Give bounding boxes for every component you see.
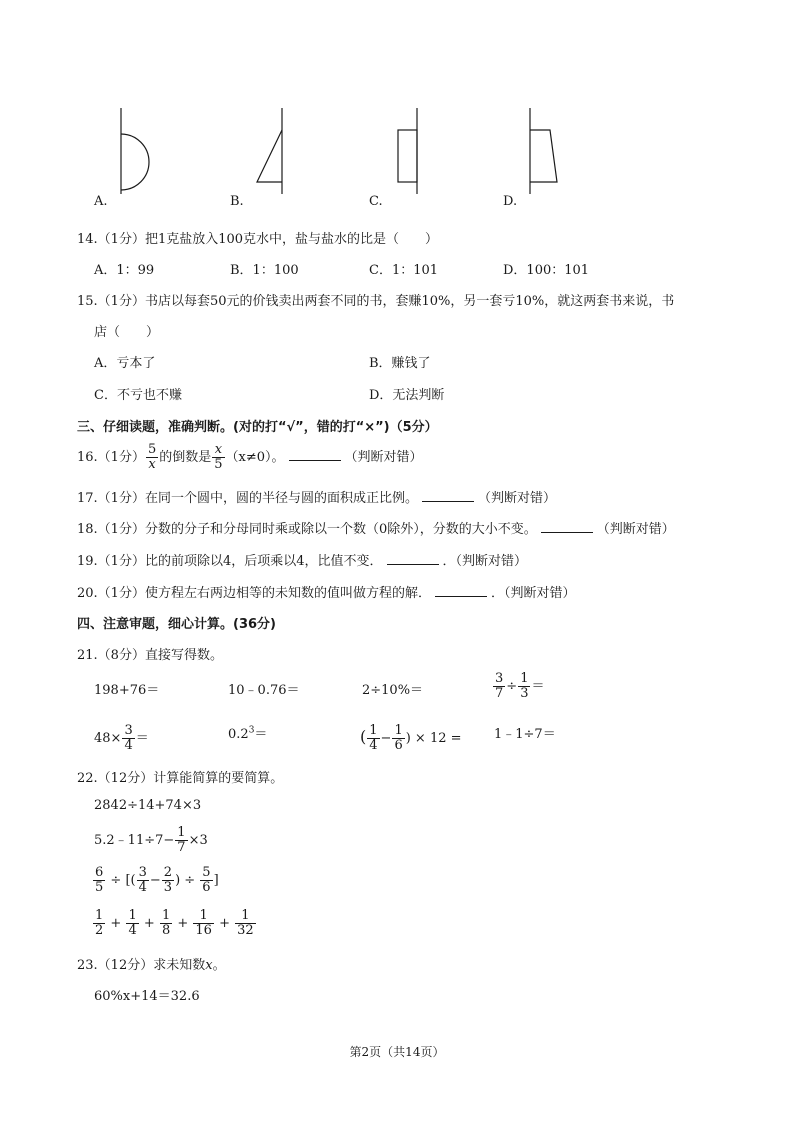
q16-condition: （x≠0）。 bbox=[225, 450, 285, 465]
frac-numerator: 1 bbox=[128, 908, 137, 923]
frac-numerator: 1 bbox=[161, 908, 171, 923]
q22-expr2-suffix: ×3 bbox=[188, 833, 208, 848]
q15-option-b: B．赚钱了 bbox=[369, 356, 431, 371]
q23-variable: x bbox=[205, 958, 213, 973]
q13-option-d: D. bbox=[503, 194, 518, 209]
frac-denominator: 2 bbox=[95, 923, 104, 938]
q15-stem-line2: 店（ ） bbox=[94, 325, 160, 340]
divide-sign: ÷ bbox=[506, 679, 518, 694]
q13-option-b: B. bbox=[230, 194, 244, 209]
q20-text: 20.（1分）使方程左右两边相等的未知数的值叫做方程的解． bbox=[77, 586, 431, 601]
q19-suffix: ．（判断对错） bbox=[442, 554, 528, 569]
plus-sign: + bbox=[143, 916, 155, 931]
q15-option-c: C．不亏也不赚 bbox=[94, 388, 182, 403]
q16-answer-blank[interactable] bbox=[289, 449, 341, 461]
q16-fraction-1 bbox=[146, 443, 158, 472]
frac-numerator: 1 bbox=[95, 908, 104, 923]
q18-answer-blank[interactable] bbox=[541, 521, 593, 533]
q17 bbox=[77, 487, 556, 506]
frac-numerator: 6 bbox=[95, 865, 104, 880]
q21-item-2: 10﹣0.76＝ bbox=[228, 683, 300, 698]
q18 bbox=[77, 518, 675, 537]
q16-middle: 的倒数是 bbox=[159, 450, 212, 465]
power-exponent: 3 bbox=[248, 725, 255, 736]
q22-expr3-part-a: ÷ [( bbox=[106, 873, 136, 888]
q18-suffix: （判断对错） bbox=[596, 522, 675, 537]
q22-expr-1: 2842÷14+74×3 bbox=[94, 798, 202, 813]
q21-item5-frac bbox=[122, 724, 134, 753]
q22-expr4-term-2 bbox=[126, 909, 138, 938]
minus-sign: − bbox=[380, 731, 392, 746]
frac-denominator: 5 bbox=[95, 880, 104, 895]
q21-item7-tail: ) × 12 = bbox=[405, 731, 462, 746]
frac-numerator: 1 bbox=[394, 723, 403, 738]
q23-stem bbox=[77, 954, 226, 973]
minus-sign: − bbox=[149, 873, 161, 888]
q22-expr4-term-4 bbox=[193, 909, 214, 938]
section3-title: 三、仔细读题，准确判断。(对的打“√”，错的打“×”)（5分） bbox=[77, 420, 438, 435]
paren-open: ( bbox=[360, 727, 367, 746]
frac-denominator: 6 bbox=[202, 880, 211, 895]
q23-equation-1: 60%x+14＝32.6 bbox=[94, 989, 200, 1004]
frac-denominator: 4 bbox=[138, 880, 147, 895]
q21-item-4 bbox=[492, 672, 544, 701]
q23-stem-end: 。 bbox=[212, 958, 226, 973]
q13-option-c: C. bbox=[369, 194, 383, 209]
frac-denominator: 16 bbox=[195, 923, 212, 938]
q22-expr3-frac4 bbox=[200, 866, 212, 895]
q14-option-b: B．1：100 bbox=[230, 263, 299, 278]
q17-suffix: （判断对错） bbox=[477, 491, 556, 506]
q15-option-a: A．亏本了 bbox=[94, 356, 156, 371]
frac-denominator: 3 bbox=[520, 686, 529, 701]
q20 bbox=[77, 582, 575, 601]
q22-expr3-part-c: ) ÷ bbox=[175, 873, 200, 888]
frac-numerator: 2 bbox=[163, 865, 173, 880]
plus-sign: + bbox=[177, 916, 189, 931]
q22-expr2-frac bbox=[175, 826, 187, 855]
equals-sign: ＝ bbox=[531, 679, 545, 694]
figure-c-rectangle bbox=[398, 130, 417, 182]
q21-item-1: 198+76＝ bbox=[94, 683, 160, 698]
frac-numerator: 1 bbox=[235, 909, 256, 924]
plus-sign: + bbox=[110, 916, 122, 931]
q14-option-a: A．1：99 bbox=[94, 263, 155, 278]
q22-stem: 22.（12分）计算能简算的要简算。 bbox=[77, 771, 284, 786]
plus-sign: + bbox=[219, 916, 230, 931]
frac-denominator: 32 bbox=[237, 923, 254, 938]
bracket-close: ] bbox=[213, 873, 219, 888]
frac-denominator: 4 bbox=[128, 923, 137, 938]
q19 bbox=[77, 550, 527, 569]
q19-text: 19.（1分）比的前项除以4，后项乘以4，比值不变． bbox=[77, 554, 383, 569]
power-base: 0.2 bbox=[228, 727, 249, 742]
q21-item7-frac1 bbox=[367, 724, 379, 753]
q21-item-7 bbox=[360, 724, 462, 753]
section4-title: 四、注意审题，细心计算。(36分) bbox=[77, 617, 276, 632]
figure-d-trapezoid bbox=[530, 130, 557, 182]
q17-answer-blank[interactable] bbox=[422, 490, 474, 502]
q16-fraction-2 bbox=[212, 443, 224, 472]
q15-option-d: D．无法判断 bbox=[369, 388, 445, 403]
q22-expr4-term-1 bbox=[93, 909, 105, 938]
q16-frac1-den: x bbox=[148, 457, 156, 472]
q21-item5-prefix: 48× bbox=[94, 731, 122, 746]
frac-numerator: 3 bbox=[138, 865, 147, 880]
q13-option-a: A. bbox=[94, 194, 108, 209]
q17-text: 17.（1分）在同一个圆中，圆的半径与圆的面积成正比例。 bbox=[77, 491, 418, 506]
figure-b-triangle bbox=[257, 130, 282, 182]
frac-numerator: 1 bbox=[193, 909, 214, 924]
q20-suffix: ．（判断对错） bbox=[490, 586, 576, 601]
frac-denominator: 7 bbox=[177, 840, 186, 855]
q16-prefix: 16.（1分） bbox=[77, 450, 145, 465]
q16-frac2-den: 5 bbox=[214, 457, 223, 472]
q16-frac2-num: x bbox=[212, 443, 224, 458]
q22-expr-4 bbox=[92, 909, 257, 938]
frac-numerator: 3 bbox=[124, 723, 133, 738]
q22-expr4-term-5 bbox=[235, 909, 256, 938]
q22-expr3-frac3 bbox=[162, 866, 174, 895]
q20-answer-blank[interactable] bbox=[435, 585, 487, 597]
frac-denominator: 7 bbox=[495, 686, 504, 701]
q15-stem-line1: 15.（1分）书店以每套50元的价钱卖出两套不同的书，套赚10%，另一套亏10%，就这两套书来说，书 bbox=[77, 294, 675, 309]
q21-item-5 bbox=[94, 724, 149, 753]
frac-denominator: 4 bbox=[369, 738, 378, 753]
frac-denominator: 8 bbox=[161, 923, 171, 938]
figure-a-semicircle bbox=[121, 134, 149, 190]
frac-denominator: 6 bbox=[394, 738, 403, 753]
equals-sign: ＝ bbox=[254, 727, 268, 742]
q21-item-6 bbox=[228, 723, 267, 742]
q21-item-3: 2÷10%＝ bbox=[362, 683, 424, 698]
q21-item7-frac2 bbox=[392, 724, 404, 753]
q22-expr-2 bbox=[94, 826, 208, 855]
q18-text: 18.（1分）分数的分子和分母同时乘或除以一个数（0除外），分数的大小不变。 bbox=[77, 522, 537, 537]
q14-option-d: D．100：101 bbox=[503, 263, 590, 278]
q16-suffix: （判断对错） bbox=[344, 450, 423, 465]
q16 bbox=[77, 443, 423, 472]
frac-numerator: 1 bbox=[177, 825, 186, 840]
q21-item4-frac1 bbox=[493, 672, 505, 701]
q13-figures bbox=[0, 100, 794, 195]
q16-frac1-num: 5 bbox=[147, 442, 157, 457]
frac-denominator: 4 bbox=[124, 738, 133, 753]
q14-option-c: C．1：101 bbox=[369, 263, 439, 278]
q22-expr-3 bbox=[92, 866, 219, 895]
q22-expr3-frac1 bbox=[93, 866, 105, 895]
q22-expr3-frac2 bbox=[137, 866, 149, 895]
q14-stem: 14.（1分）把1克盐放入100克水中，盐与盐水的比是（ ） bbox=[77, 232, 439, 247]
q21-item-8: 1﹣1÷7＝ bbox=[494, 727, 556, 742]
page-footer: 第2页（共14页） bbox=[349, 1045, 445, 1059]
frac-numerator: 1 bbox=[520, 671, 529, 686]
frac-denominator: 3 bbox=[163, 880, 173, 895]
frac-numerator: 5 bbox=[202, 865, 211, 880]
q22-expr4-term-3 bbox=[160, 909, 172, 938]
q21-item4-frac2 bbox=[518, 672, 530, 701]
q19-answer-blank[interactable] bbox=[387, 553, 439, 565]
q22-expr2-prefix: 5.2﹣11÷7− bbox=[94, 833, 175, 848]
q21-stem: 21.（8分）直接写得数。 bbox=[77, 648, 223, 663]
q23-stem-text: 23.（12分）求未知数 bbox=[77, 958, 206, 973]
frac-numerator: 1 bbox=[369, 723, 378, 738]
equals-sign: ＝ bbox=[135, 731, 149, 746]
frac-numerator: 3 bbox=[495, 671, 504, 686]
